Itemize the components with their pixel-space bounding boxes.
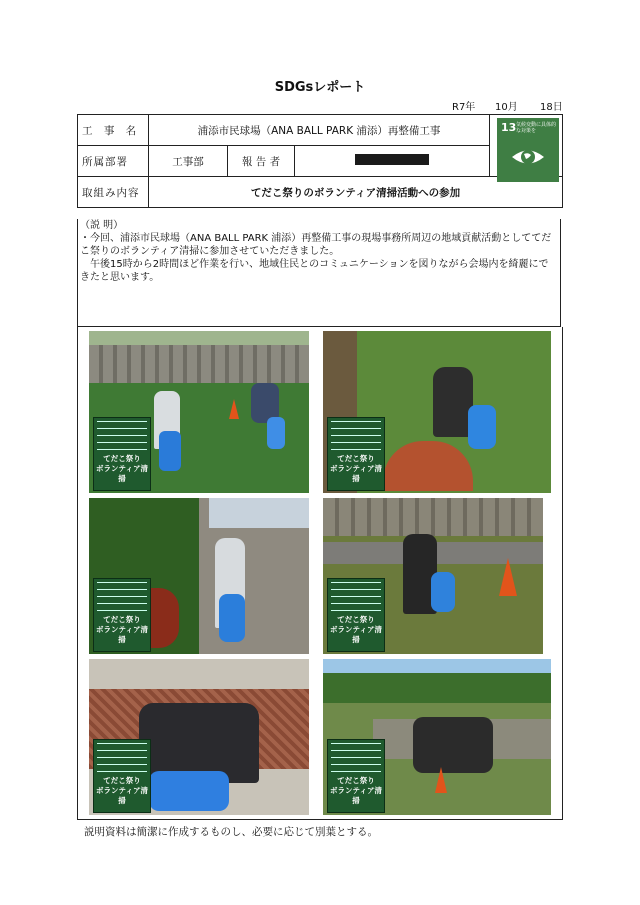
photo-4 (323, 498, 543, 654)
bench (383, 441, 473, 491)
activity-value: てだこ祭りのボランティア清掃活動への参加 (149, 177, 563, 208)
trees (323, 673, 551, 703)
photo-caption: てだこ祭り ボランティア清掃 (96, 615, 148, 644)
stone-wall (323, 498, 543, 536)
photo-board (93, 739, 151, 813)
traffic-cone (435, 767, 447, 793)
trash-bag (468, 405, 496, 449)
photo-board (93, 417, 151, 491)
description-heading: （説 明） (80, 220, 124, 231)
photo-5 (89, 659, 309, 815)
person (433, 367, 473, 437)
photo-caption: てだこ祭り ボランティア清掃 (96, 454, 148, 483)
photo-grid (77, 327, 563, 820)
date-month: 10月 (495, 102, 518, 113)
reporter-label: 報 告 者 (228, 146, 295, 177)
people (413, 717, 493, 773)
redacted-name (355, 154, 429, 165)
description-line2: 午後15時から2時間ほど作業を行い、地域住民とのコミュニケーションを図りながら会場内を綺麗にできたと思います。 (80, 259, 549, 283)
project-value: 浦添市民球場（ANA BALL PARK 浦添）再整備工事 (149, 115, 490, 146)
photo-6 (323, 659, 551, 815)
footer-note: 説明資料は簡潔に作成するものし、必要に応じて別葉とする。 (84, 826, 378, 838)
activity-label: 取組み内容 (78, 177, 149, 208)
reporter-value (295, 146, 490, 177)
photo-board (327, 578, 385, 652)
trash-bags (149, 771, 229, 811)
trash-bag (431, 572, 455, 612)
photo-3 (89, 498, 309, 654)
photo-board (327, 417, 385, 491)
trash-bag (267, 417, 285, 449)
stone-wall (89, 345, 309, 383)
sdg-text: 気候変動に具体的な対策を (516, 122, 557, 134)
date-day: 18日 (540, 102, 563, 113)
photo-2 (323, 331, 551, 493)
description-box (77, 219, 561, 327)
photo-caption: てだこ祭り ボランティア清掃 (330, 615, 382, 644)
traffic-cone (229, 399, 239, 419)
photo-board (327, 739, 385, 813)
report-title: SDGsレポート (274, 80, 366, 95)
project-label: 工 事 名 (78, 115, 149, 146)
report-table (77, 114, 563, 208)
traffic-cone (499, 558, 517, 596)
date-year: R7年 (452, 102, 476, 113)
sdg-number: 13 (501, 121, 517, 134)
trash-bag (159, 431, 181, 471)
photo-caption: てだこ祭り ボランティア清掃 (330, 454, 382, 483)
photo-sky (209, 498, 309, 528)
dept-label: 所属部署 (78, 146, 149, 177)
photo-caption: てだこ祭り ボランティア清掃 (96, 776, 148, 805)
photo-caption: てだこ祭り ボランティア清掃 (330, 776, 382, 805)
photo-1 (89, 331, 309, 493)
photo-board (93, 578, 151, 652)
dept-value: 工事部 (149, 146, 228, 177)
trash-bag (219, 594, 245, 642)
eye-globe-icon (510, 144, 546, 170)
sdg-13-badge (497, 118, 559, 182)
description-line1: ・今回、浦添市民球場（ANA BALL PARK 浦添）再整備工事の現場事務所周辺の地域貢献活動としててだこ祭りのボランティア清掃に参加させていただきました。 (80, 233, 552, 257)
